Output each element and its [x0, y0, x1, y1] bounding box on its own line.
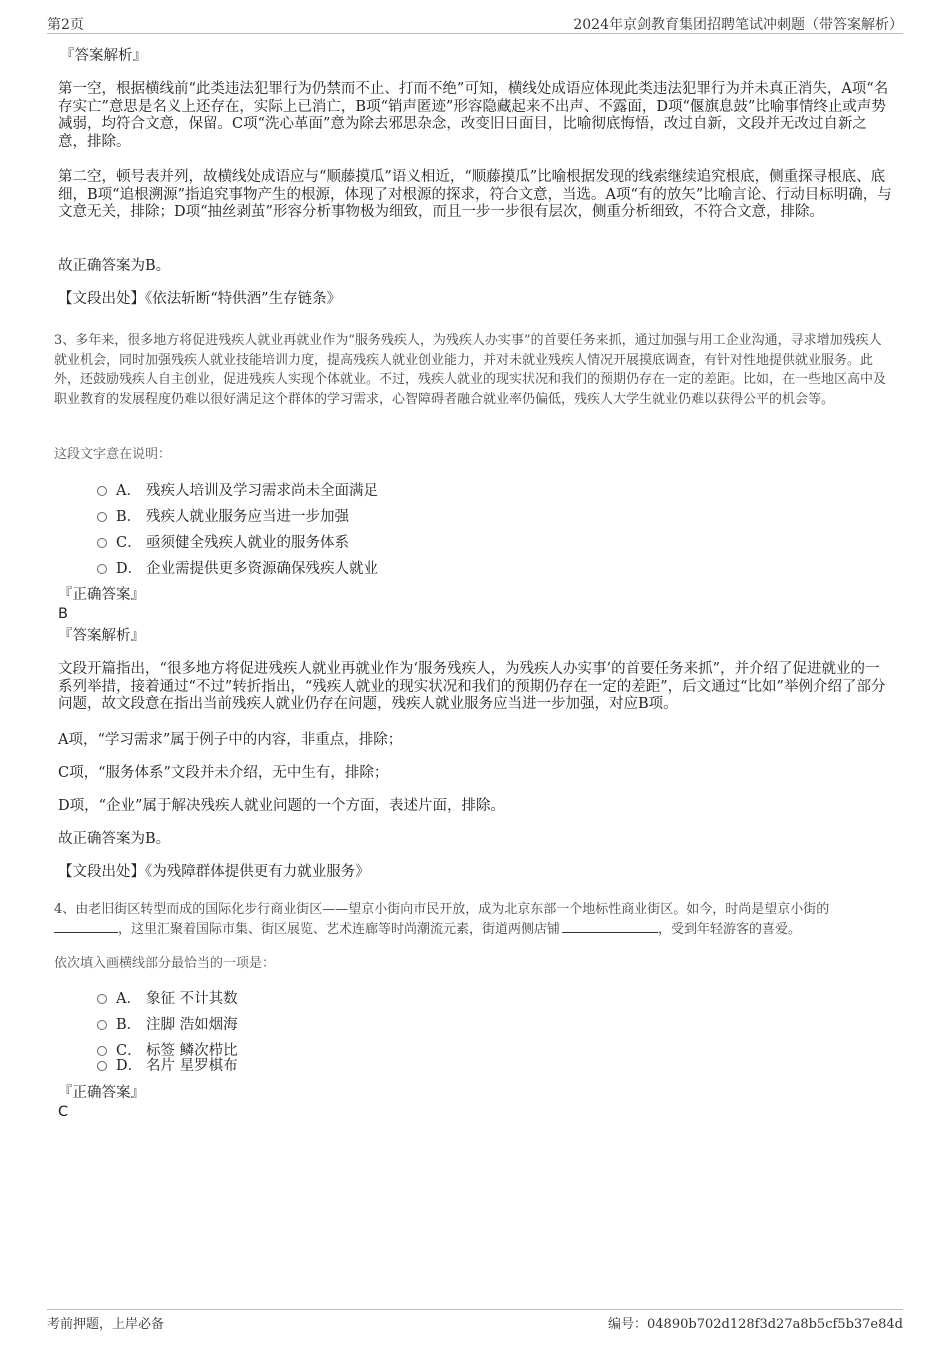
answer-label: 『正确答案』: [58, 1085, 145, 1101]
analysis-paragraph: C项，“服务体系”文段并未介绍，无中生有，排除；: [58, 765, 389, 781]
document-title: 2024年京剑教育集团招聘笔试冲刺题（带答案解析）: [573, 17, 903, 33]
header-divider: [47, 33, 903, 34]
option-c[interactable]: C． 标签 鳞次栉比: [97, 1042, 238, 1060]
analysis-paragraph: 第一空，根据横线前“此类违法犯罪行为仍禁而不止、打而不绝”可知，横线处成语应体现此类违法犯罪行为并未真正消失，A项“名存实亡”意思是名义上还存在，实际上已消亡，B项“销声匿迹”形容隐藏起来不出声、不露面，D项“偃旗息鼓”比喻事情终止或声势减弱，均符合文意，保留。C项“洗心革面”意为除去邪思杂念，改变旧日面目，比喻彻底悔悟，改过自新，文段并无改过自新之意，排除。: [58, 81, 889, 150]
option-d[interactable]: D． 企业需提供更多资源确保残疾人就业: [97, 560, 378, 578]
question-stem: 4、由老旧街区转型而成的国际化步行商业街区——望京小街向市民开放，成为北京东部一个地标性商业街区。如今，时尚是望京小街的 ，这里汇聚着国际市集、街区展览、艺术连廊等时尚潮流元素，街道两侧店铺 ，受到年轻游客的喜爱。: [54, 902, 830, 937]
source-citation: 【文段出处】《为残障群体提供更有力就业服务》: [58, 864, 370, 880]
correct-answer: B: [58, 606, 68, 622]
document-id: 编号：04890b702d128f3d27a8b5cf5b37e84d: [608, 1317, 903, 1332]
fill-blank-2: [562, 920, 658, 933]
analysis-label: 『答案解析』: [58, 628, 145, 644]
option-b[interactable]: B． 残疾人就业服务应当进一步加强: [97, 508, 349, 526]
radio-icon[interactable]: [97, 538, 107, 548]
correct-answer: C: [58, 1104, 69, 1120]
option-a[interactable]: A． 残疾人培训及学习需求尚未全面满足: [97, 482, 378, 500]
analysis-label: 『答案解析』: [60, 48, 147, 64]
question-prompt: 依次填入画横线部分最恰当的一项是：: [54, 956, 276, 971]
conclusion: 故正确答案为B。: [58, 831, 171, 847]
analysis-paragraph: 文段开篇指出，“很多地方将促进残疾人就业再就业作为‘服务残疾人，为残疾人办实事’的首要任务来抓”，并介绍了促进就业的一系列举措，接着通过“不过”转折指出，“残疾人就业的现实状况和我们的预期仍存在一定的差距”，后文通过“比如”举例介绍了部分问题，故文段意在指出当前残疾人就业仍存在问题，残疾人就业服务应当进一步加强，对应B项。: [58, 661, 886, 712]
question-stem: 3、多年来，很多地方将促进残疾人就业再就业作为“服务残疾人，为残疾人办实事”的首要任务来抓，通过加强与用工企业沟通，寻求增加残疾人就业机会，同时加强残疾人就业技能培训力度，提高残疾人就业创业能力，并对未就业残疾人情况开展摸底调查，有针对性地提供就业服务。此外，还鼓励残疾人自主创业，促进残疾人实现个体就业。不过，残疾人就业的现实状况和我们的预期仍存在一定的差距。比如，在一些地区高中及职业教育的发展程度仍难以很好满足这个群体的学习需求，心智障碍者融合就业率仍偏低，残疾人大学生就业仍难以获得公平的机会等。: [54, 333, 887, 407]
radio-icon[interactable]: [97, 1046, 107, 1056]
radio-icon[interactable]: [97, 994, 107, 1004]
answer-label: 『正确答案』: [58, 587, 145, 603]
conclusion: 故正确答案为B。: [58, 258, 171, 274]
radio-icon[interactable]: [97, 564, 107, 574]
option-c[interactable]: C． 亟须健全残疾人就业的服务体系: [97, 534, 349, 552]
option-d[interactable]: D． 名片 星罗棋布: [97, 1057, 238, 1075]
fill-blank-1: [54, 920, 118, 933]
footer-slogan: 考前押题，上岸必备: [47, 1317, 165, 1332]
footer-divider: [47, 1309, 903, 1310]
page-number: 第2页: [47, 17, 84, 33]
analysis-paragraph: 第二空，顿号表并列，故横线处成语应与“顺藤摸瓜”语义相近，“顺藤摸瓜”比喻根据发现的线索继续追究根底，侧重探寻根底、底细，B项“追根溯源”指追究事物产生的根源，体现了对根源的探求，符合文意，当选。A项“有的放矢”比喻言论、行动目标明确，与文意无关，排除；D项“抽丝剥茧”形容分析事物极为细致，而且一步一步很有层次，侧重分析细致，不符合文意，排除。: [58, 169, 892, 220]
source-citation: 【文段出处】《依法斩断“特供酒”生存链条》: [58, 291, 342, 307]
analysis-paragraph: A项，“学习需求”属于例子中的内容，非重点，排除；: [58, 732, 403, 748]
radio-icon[interactable]: [97, 486, 107, 496]
radio-icon[interactable]: [97, 512, 107, 522]
radio-icon[interactable]: [97, 1061, 107, 1071]
radio-icon[interactable]: [97, 1020, 107, 1030]
option-a[interactable]: A． 象征 不计其数: [97, 990, 238, 1008]
analysis-paragraph: D项，“企业”属于解决残疾人就业问题的一个方面，表述片面，排除。: [58, 798, 505, 814]
question-prompt: 这段文字意在说明：: [54, 447, 172, 462]
option-b[interactable]: B． 注脚 浩如烟海: [97, 1016, 238, 1034]
